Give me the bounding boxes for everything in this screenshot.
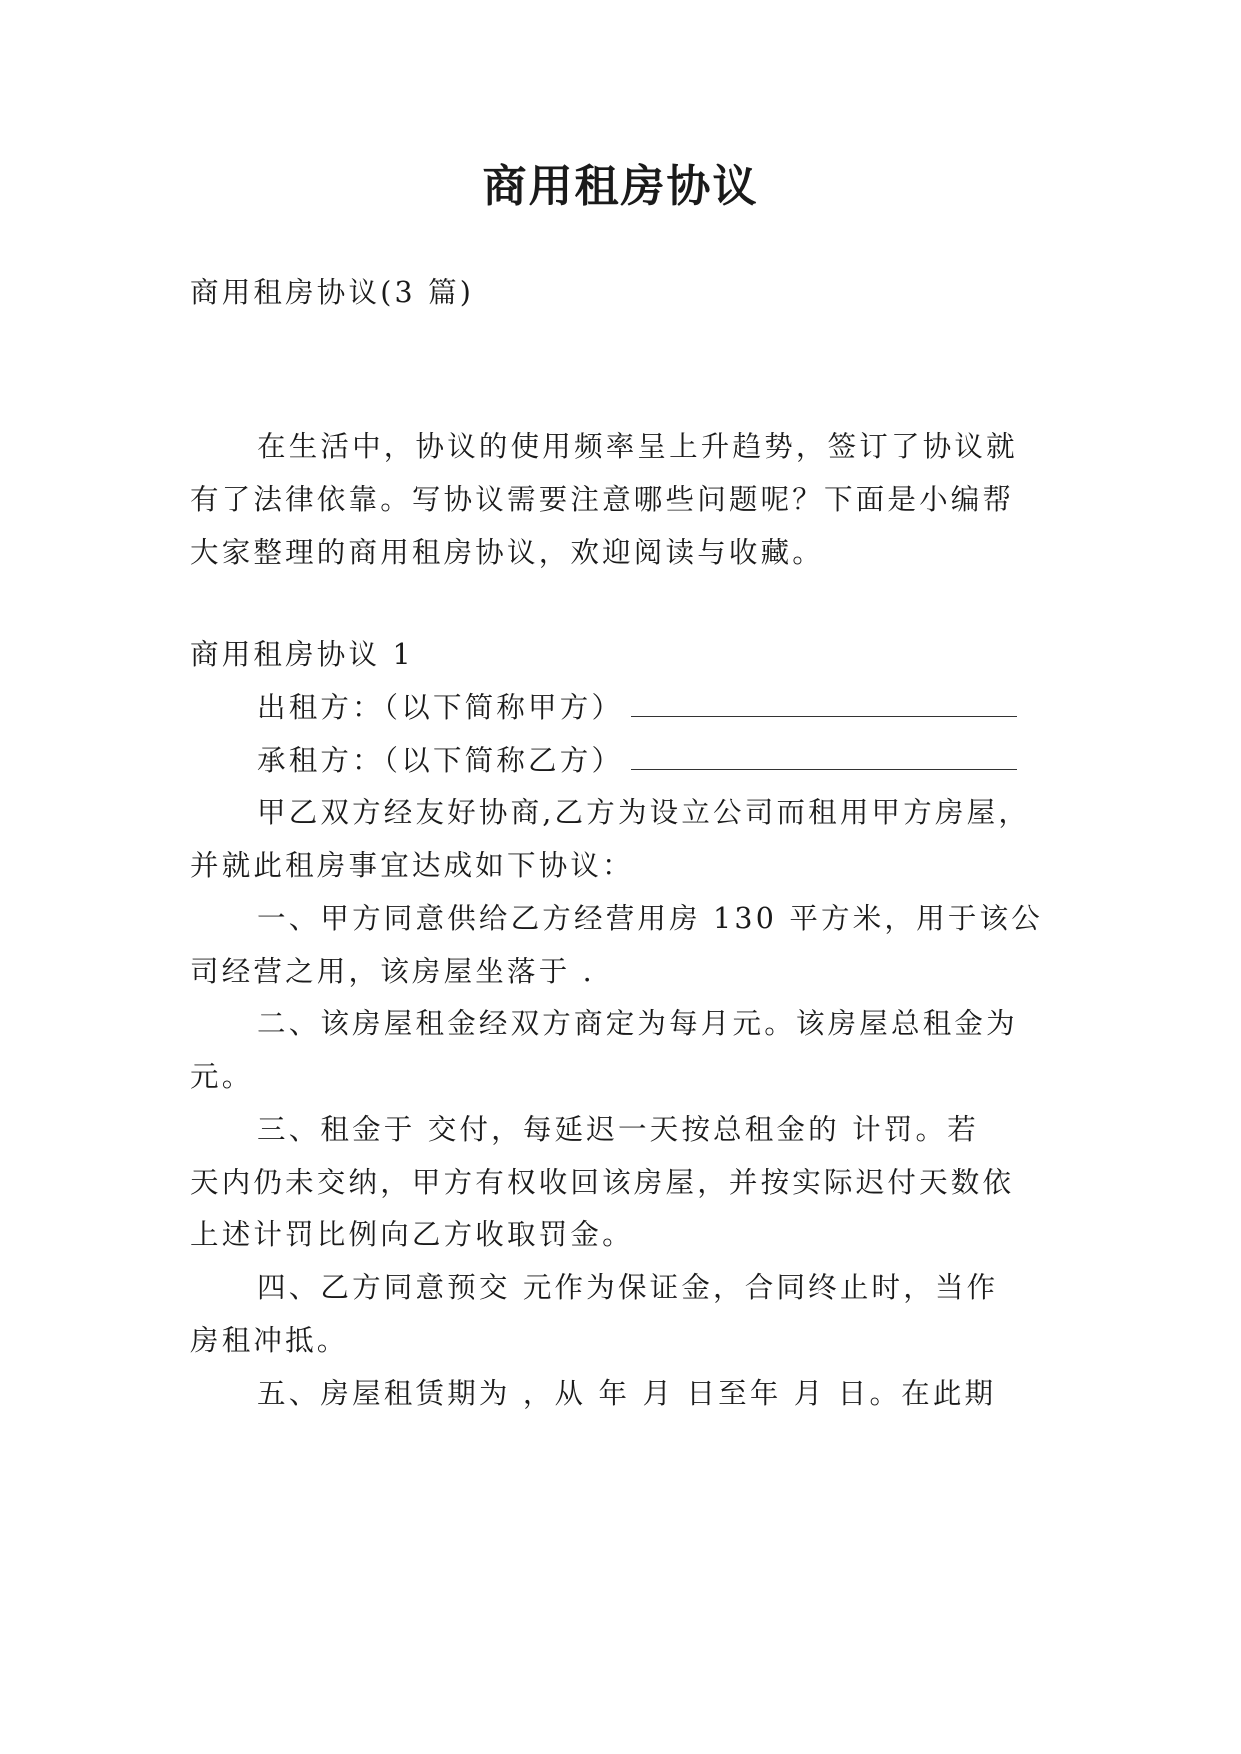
body-line-6: 元。 [190, 1060, 254, 1093]
intro-line-1: 在生活中，协议的使用频率呈上升趋势，签订了协议就 [257, 430, 1018, 463]
document-title: 商用租房协议 [482, 161, 759, 212]
body-line-4: 司经营之用，该房屋坐落于 . [190, 955, 595, 988]
body-line-11: 房租冲抵。 [190, 1324, 349, 1357]
body-line-1: 甲乙双方经友好协商,乙方为设立公司而租用甲方房屋， [257, 796, 1031, 829]
body-line-5: 二、该房屋租金经双方商定为每月元。该房屋总租金为 [257, 1007, 1018, 1040]
party-b-blank [631, 745, 1017, 770]
body-line-7: 三、租金于 交付，每延迟一天按总租金的 计罚。若 [257, 1113, 979, 1146]
party-a-blank [631, 692, 1017, 717]
party-a-label: 出租方：（以下简称甲方） [257, 691, 624, 724]
body-line-9: 上述计罚比例向乙方收取罚金。 [190, 1218, 634, 1251]
body-line-12: 五、房屋租赁期为 ，从 年 月 日至年 月 日。在此期 [257, 1377, 997, 1410]
intro-line-2: 有了法律依靠。写协议需要注意哪些问题呢？下面是小编帮 [190, 483, 1015, 516]
party-a-line [257, 685, 1017, 726]
document-subtitle: 商用租房协议(3 篇) [190, 276, 475, 309]
body-line-8: 天内仍未交纳，甲方有权收回该房屋，并按实际迟付天数依 [190, 1166, 1015, 1199]
body-line-2: 并就此租房事宜达成如下协议： [190, 849, 634, 882]
body-line-10: 四、乙方同意预交 元作为保证金，合同终止时，当作 [257, 1271, 999, 1304]
party-b-label: 承租方：（以下简称乙方） [257, 744, 624, 777]
body-line-3: 一、甲方同意供给乙方经营用房 130 平方米，用于该公 [257, 902, 1043, 935]
intro-line-3: 大家整理的商用租房协议，欢迎阅读与收藏。 [190, 536, 825, 569]
section-heading: 商用租房协议 1 [190, 638, 414, 671]
party-b-line [257, 738, 1017, 779]
